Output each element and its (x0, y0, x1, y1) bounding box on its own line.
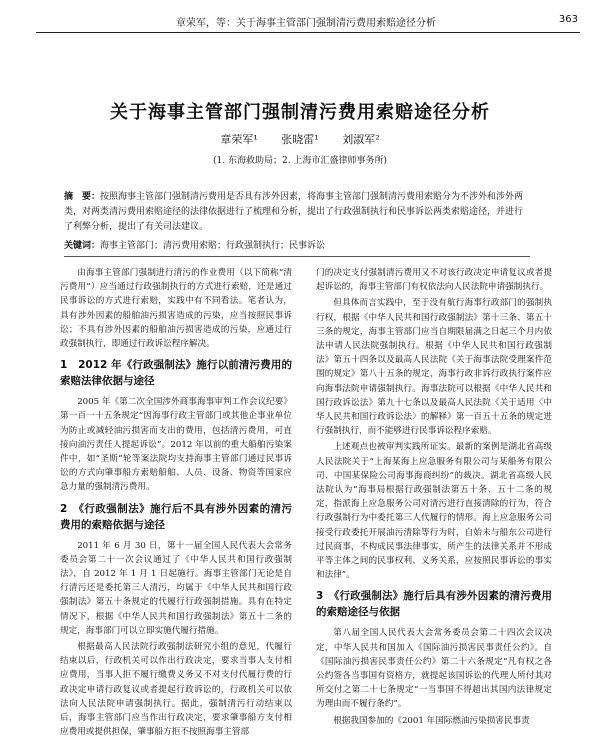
intro-paragraph: 由海事主管部门强制进行清污的作业费用（以下简称“清污费用”）应当通过行政强制执行的方式进行索赔，还是通过民事诉讼的方式进行索赔，实践中有不同看法。笔者认为，具有涉外因素的船舶油污损害造成的污染，应当按照民事诉讼；不具有涉外因素的船舶油污损害造成的污染，应通过行政强制执行，即通过行政诉讼程序解决。 (60, 268, 292, 350)
article-title: 关于海事主管部门强制清污费用索赔途径分析 (110, 102, 490, 123)
section-2-heading: 2 《行政强制法》施行后不具有涉外因素的清污费用的索赔依据与途径 (60, 502, 292, 531)
affiliations: (1. 东海救助局；2. 上海市汇盛律师事务所) (213, 156, 387, 166)
right-paragraph-3: 上述观点也被审判实践所证实。最新的案例是湖北省高级人民法院关于“上海某海上应急服务有限公司与某船务有限公司、中国某保险公司海事海商纠纷”的裁决。湖北省高级人民法院认为“海事局根据行政强制法第五十条、五十二条的规定，指派海上应急服务公司对清污进行直接清除的行为，符合行政强制行为中委托第三人代履行的情形。海上应急服务公司接受行政委托开展油污清除等行为时，自始未与船东公司进行过民商事，不构成民事法律事实，所产生的法律关系并不形成平等主体之间的民事权利、义务关系，应按照民事诉讼的事实和法律”。 (316, 442, 552, 581)
divider (64, 256, 530, 257)
page-number: 363 (558, 14, 578, 25)
keywords-label: 关键词： (64, 241, 101, 251)
abstract-label: 摘 要： (64, 192, 101, 202)
author-3: 刘淑军² (342, 133, 380, 146)
running-header (36, 10, 580, 33)
section-2-paragraph-2: 根据最高人民法院行政强制法研究小组的意见，代履行结束以后，行政机关可以作出行政决定，要求当事人支付相应费用，当事人拒不履行缴费义务又不对支付代履行费的行政决定申请行政复议或者提起行政诉讼的，行政机关可以依法向人民法院申请强制执行。据此，强制清污行动结束以后，海事主管部门应当作出行政决定，要求肇事船方支付相应费用或提供担保，肇事船方拒不按照海事主管部 (60, 642, 292, 738)
section-2-paragraph-1: 2011 年 6 月 30 日，第十一届全国人民代表大会常务委员会第二十一次会议通过了《中华人民共和国行政强制法》，自 2012 年 1 月 1 日起施行。海事主管部门无论是自行清污还是委托第三人清污，均属于《中华人民共和国行政强制法》第五十条规定的代履行行政强制措施。具有在特定情况下，根据《中华人民共和国行政强制法》第五十二条的规定，海事部门可以立即实施代履行措施。 (60, 540, 292, 636)
section-3-paragraph-1: 第八届全国人民代表大会常务委员会第二十四次会议决定，中华人民共和国加入《国际油污损害民事责任公约》。自《国际油污损害民事责任公约》第二十六条规定“凡有权之各公约签各当事国有资格方，就提起该国诉讼的代理人所付其对所交付之第二十七条规定“一当事国不得超出其国内法律规定为理由而不履行条约”。 (316, 628, 552, 710)
section-3-heading: 3 《行政强制法》施行后具有涉外因素的清污费用的索赔途径与依据 (316, 590, 552, 619)
abstract (64, 190, 530, 235)
author-list (0, 131, 600, 147)
keywords (64, 238, 530, 251)
right-column (316, 266, 552, 730)
author-1: 章荣军¹ (220, 133, 258, 146)
keywords-text: 海事主管部门；清污费用索赔；行政强制执行；民事诉讼 (100, 241, 326, 251)
section-1-heading: 1 2012 年《行政强制法》施行以前清污费用的索赔法律依据与途径 (60, 359, 292, 388)
section-1-paragraph: 2005 年《第二次全国涉外商事海事审判工作会议纪要》第一百一十五条规定“因海事行政主管部门或其他企事业单位为防止或减轻油污损害而支出的费用，包括清污费用，可直接向油污责任人提起诉讼”。2012 年以前的重大船舶污染案件中，如“圣斯”轮等案法院均支持海事主管部门通过民事诉讼的方式向肇事船方索赔船舶、人员、设备、物资等国家应急力量的强制清污费用。 (60, 397, 292, 493)
section-3-paragraph-2: 根据我国参加的《2001 年国际燃油污染损害民事责 (333, 715, 530, 726)
continued-paragraph: 门的决定支付强制清污费用又不对该行政决定申请复议或者提起诉讼的，海事主管部门有权依法向人民法院申请强制执行。 (316, 268, 552, 293)
right-paragraph-2: 但具体而言实践中，至于没有航行海事行政部门的强制执行权，根据《中华人民共和国行政强制法》第十三条、第五十三条的规定，海事主管部门应当自期限届满之日起三个月内依法申请人民法院强制执行。根据《中华人民共和国行政强制法》第五十四条以及最高人民法院《关于海事法院受理案件范围的规定》第八十五条的规定，海事行政非诉行政执行案件应向海事法院申请强制执行。海事法院可以根据《中华人民共和国行政诉讼法》第九十七条以及最高人民法院《关于适用〈中华人民共和国行政诉讼法〉的解释》第一百五十五条的规定进行强制执行，而不能够进行民事诉讼程序索赔。 (316, 298, 552, 437)
abstract-text: 按照海事主管部门强制清污费用是否具有涉外因素，将海事主管部门强制清污费用索赔分为不涉外和涉外两类，对两类清污费用索赔途径的法律依据进行了梳理和分析，提出了行政强制执行和民事诉讼两类索赔途径，并进行了利弊分析，提出了有关司法建议。 (64, 192, 524, 232)
left-column (60, 266, 292, 741)
author-2: 张晓雷¹ (281, 133, 319, 146)
running-title: 章荣军，等：关于海事主管部门强制清污费用索赔途径分析 (176, 18, 436, 29)
